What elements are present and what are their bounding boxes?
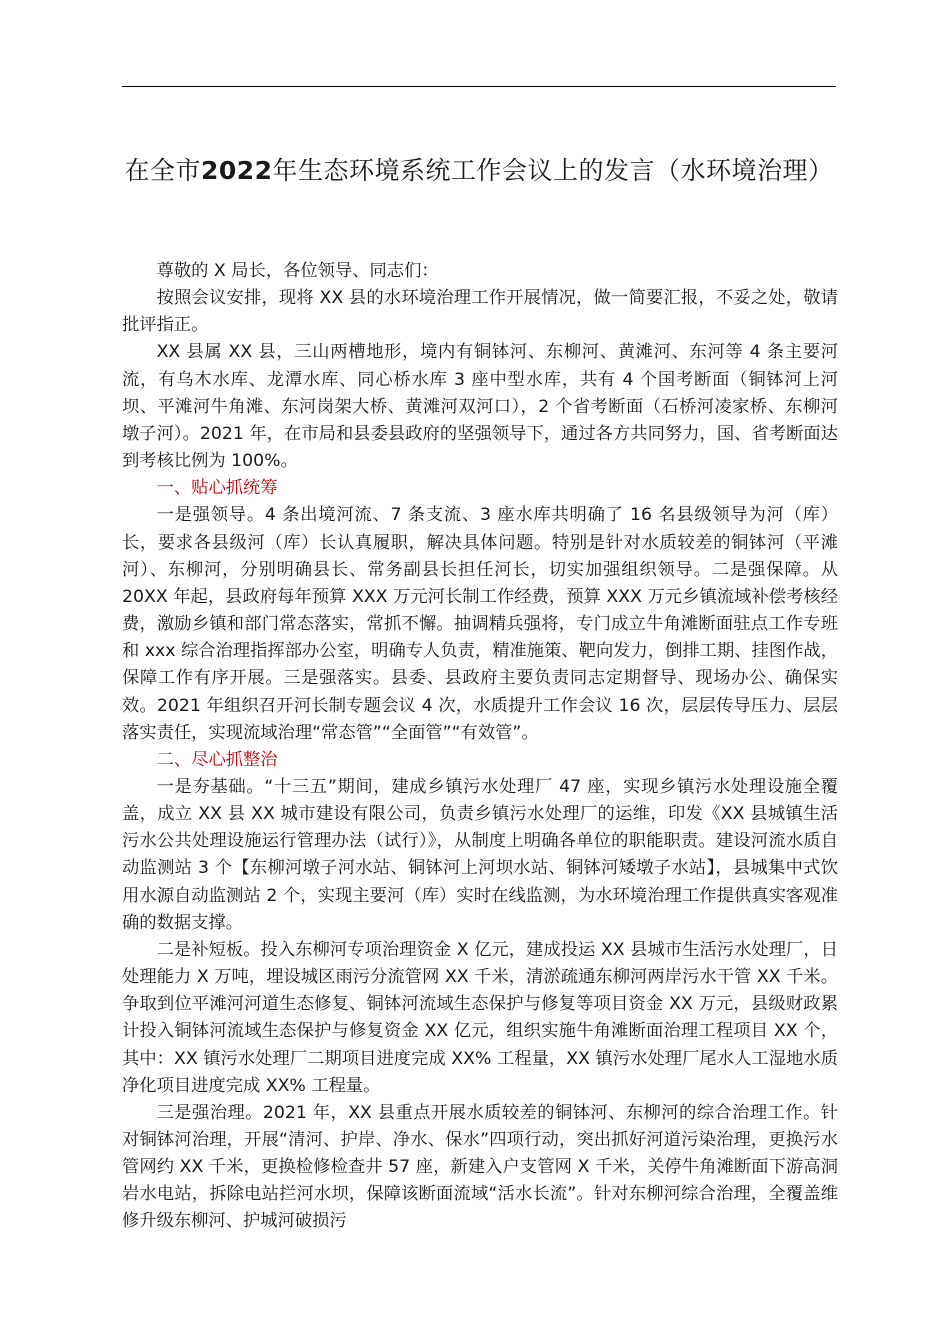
document-body bbox=[122, 258, 838, 1236]
title-year: 2022 bbox=[200, 156, 273, 185]
header-rule bbox=[122, 86, 836, 87]
section1-paragraph: 一是强领导。4 条出境河流、7 条支流、3 座水库共明确了 16 名县级领导为河（库）长，要求各县级河（库）长认真履职，解决具体问题。特别是针对水质较差的铜钵河（平滩河）、东柳河，分别明确县长、常务副县长担任河长，切实加强组织领导。二是强保障。从 20XX 年起，县政府每年预算 XXX 万元河长制工作经费，预算 XXX 万元乡镇流域补偿考核经费，激励乡镇和部门常态落实，常抓不懈。抽调精兵强将，专门成立牛角滩断面驻点工作专班和 xxx 综合治理指挥部办公室，明确专人负责，精准施策、靶向发力，倒排工期、挂图作战，保障工作有序开展。三是强落实。县委、县政府主要负责同志定期督导、现场办公、确保实效。2021 年组织召开河长制专题会议 4 次，水质提升工作会议 16 次，层层传导压力、层层落实责任，实现流域治理“常态管”“全面管”“有效管”。 bbox=[122, 505, 838, 743]
overview-paragraph: XX 县属 XX 县，三山两槽地形，境内有铜钵河、东柳河、黄滩河、东河等 4 条主要河流，有乌木水库、龙潭水库、同心桥水库 3 座中型水库，共有 4 个国考断面（铜钵河上河坝、平滩河牛角滩、东河岗架大桥、黄滩河双河口），2 个省考断面（石桥河凌家桥、东柳河墩子河）。2021 年，在市局和县委县政府的坚强领导下，通过各方共同努力，国、省考断面达到考核比例为 100%。 bbox=[122, 342, 838, 472]
section-heading-1: 一、贴心抓统筹 bbox=[156, 478, 278, 499]
section2-paragraph-1: 一是夯基础。“十三五”期间，建成乡镇污水处理厂 47 座，实现乡镇污水处理设施全覆盖，成立 XX 县 XX 城市建设有限公司，负责乡镇污水处理厂的运维，印发《XX 县城镇生活污水公共处理设施运行管理办法（试行）》，从制度上明确各单位的职能职责。建设河流水质自动监测站 3 个【东柳河墩子河水站、铜钵河上河坝水站、铜钵河矮墩子水站】，县城集中式饮用水源自动监测站 2 个，实现主要河（库）实时在线监测，为水环境治理工作提供真实客观准确的数据支撑。 bbox=[122, 776, 838, 933]
section-heading-2: 二、尽心抓整治 bbox=[156, 749, 278, 770]
greeting: 尊敬的 X 局长，各位领导、同志们： bbox=[156, 261, 439, 281]
section2-paragraph-2: 二是补短板。投入东柳河专项治理资金 X 亿元，建成投运 XX 县城市生活污水处理厂，日处理能力 X 万吨，埋设城区雨污分流管网 XX 千米，清淤疏通东柳河两岸污水干管 XX 千米。争取到位平滩河河道生态修复、铜钵河流域生态保护与修复等项目资金 XX 万元，县级财政累计投入铜钵河流域生态保护与修复资金 XX 亿元，组织实施牛角滩断面治理工程项目 XX 个，其中：XX 镇污水处理厂二期项目进度完成 XX% 工程量，XX 镇污水处理厂尾水人工湿地水质净化项目进度完成 XX% 工程量。 bbox=[122, 939, 838, 1096]
intro-paragraph: 按照会议安排，现将 XX 县的水环境治理工作开展情况，做一简要汇报，不妥之处，敬请批评指正。 bbox=[122, 288, 838, 336]
section2-paragraph-3: 三是强治理。2021 年，XX 县重点开展水质较差的铜钵河、东柳河的综合治理工作。针对铜钵河治理，开展“清河、护岸、净水、保水”四项行动，突出抓好河道污染治理，更换污水管网约 XX 千米，更换检修检查井 57 座，新建入户支管网 X 千米，关停牛角滩断面下游高洞岩水电站，拆除电站拦河水坝，保障该断面流域“活水长流”。针对东柳河综合治理，全覆盖维修升级东柳河、护城河破损污 bbox=[122, 1102, 838, 1232]
title-suffix: 年生态环境系统工作会议上的发言（水环境治理） bbox=[272, 156, 834, 185]
title-prefix: 在全市 bbox=[124, 156, 201, 185]
document-title bbox=[118, 146, 840, 196]
